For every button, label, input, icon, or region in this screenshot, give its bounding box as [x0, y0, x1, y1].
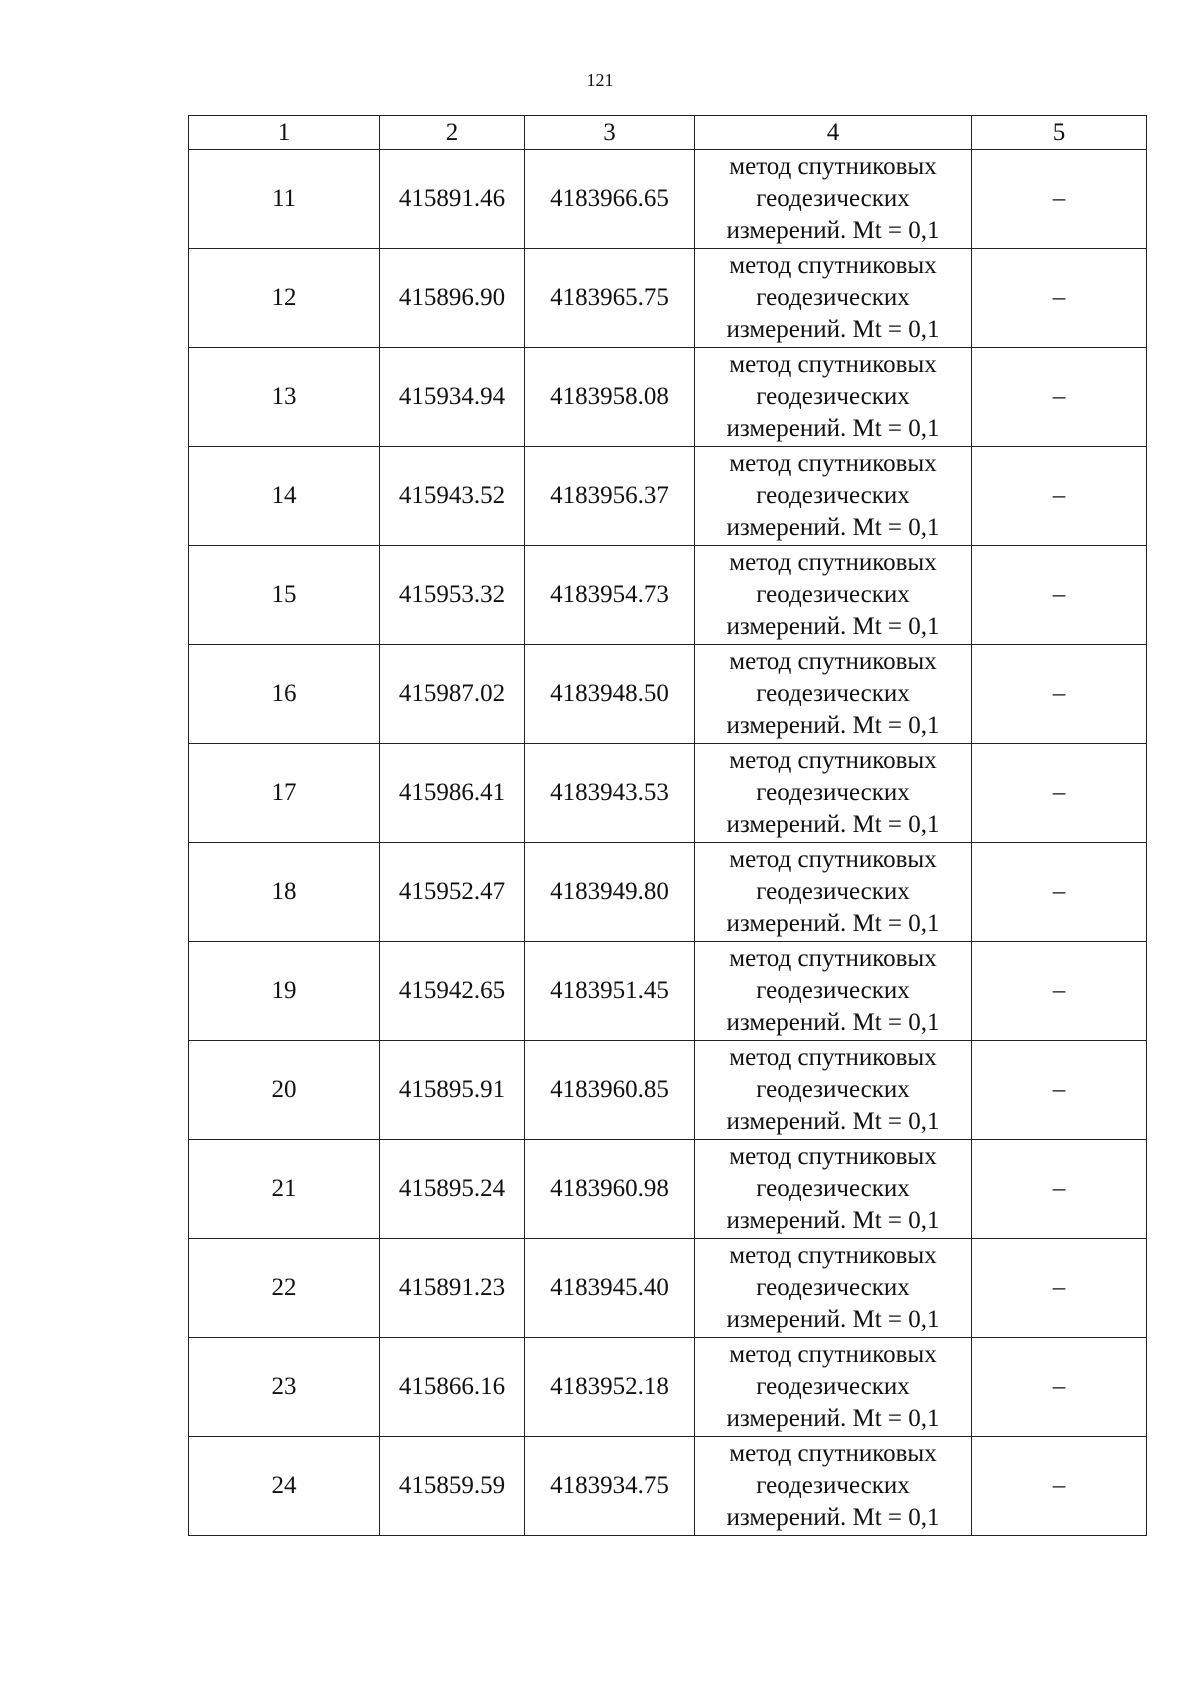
table-row — [189, 744, 1147, 843]
method-line: геодезических — [756, 581, 910, 608]
method-line: геодезических — [756, 1076, 910, 1103]
table-row — [189, 1338, 1147, 1437]
note-cell: – — [972, 744, 1147, 843]
point-number-cell: 24 — [189, 1437, 380, 1536]
method-line: метод спутниковых — [729, 549, 937, 576]
y-coordinate-cell: 4183960.85 — [525, 1041, 695, 1140]
method-line: метод спутниковых — [729, 1242, 937, 1269]
method-line: метод спутниковых — [729, 945, 937, 972]
note-cell: – — [972, 1140, 1147, 1239]
method-line: метод спутниковых — [729, 1440, 937, 1467]
method-line: измерений. Mt = 0,1 — [726, 415, 940, 442]
x-coordinate-cell: 415859.59 — [380, 1437, 525, 1536]
note-cell: – — [972, 150, 1147, 249]
point-number-cell: 11 — [189, 150, 380, 249]
method-line: геодезических — [756, 1472, 910, 1499]
table-row — [189, 150, 1147, 249]
x-coordinate-cell: 415934.94 — [380, 348, 525, 447]
x-coordinate-cell: 415942.65 — [380, 942, 525, 1041]
x-coordinate-cell: 415987.02 — [380, 645, 525, 744]
y-coordinate-cell: 4183958.08 — [525, 348, 695, 447]
method-cell — [695, 1437, 972, 1536]
y-coordinate-cell: 4183943.53 — [525, 744, 695, 843]
header-col-1: 1 — [189, 116, 380, 150]
coordinates-table — [188, 115, 1147, 1536]
y-coordinate-cell: 4183966.65 — [525, 150, 695, 249]
method-cell — [695, 150, 972, 249]
method-line: геодезических — [756, 680, 910, 707]
method-line: измерений. Mt = 0,1 — [726, 316, 940, 343]
header-col-3: 3 — [525, 116, 695, 150]
method-line: метод спутниковых — [729, 1341, 937, 1368]
point-number-cell: 13 — [189, 348, 380, 447]
point-number-cell: 21 — [189, 1140, 380, 1239]
method-line: измерений. Mt = 0,1 — [726, 613, 940, 640]
table-body — [189, 150, 1147, 1536]
method-line: метод спутниковых — [729, 450, 937, 477]
method-cell — [695, 1239, 972, 1338]
method-cell — [695, 249, 972, 348]
method-line: геодезических — [756, 482, 910, 509]
method-line: измерений. Mt = 0,1 — [726, 514, 940, 541]
method-line: измерений. Mt = 0,1 — [726, 1504, 940, 1531]
x-coordinate-cell: 415891.46 — [380, 150, 525, 249]
method-cell — [695, 1338, 972, 1437]
method-line: измерений. Mt = 0,1 — [726, 1306, 940, 1333]
y-coordinate-cell: 4183965.75 — [525, 249, 695, 348]
point-number-cell: 12 — [189, 249, 380, 348]
method-line: метод спутниковых — [729, 1044, 937, 1071]
note-cell: – — [972, 348, 1147, 447]
method-cell — [695, 1041, 972, 1140]
x-coordinate-cell: 415896.90 — [380, 249, 525, 348]
y-coordinate-cell: 4183945.40 — [525, 1239, 695, 1338]
method-cell — [695, 546, 972, 645]
note-cell: – — [972, 1437, 1147, 1536]
y-coordinate-cell: 4183956.37 — [525, 447, 695, 546]
method-cell — [695, 447, 972, 546]
note-cell: – — [972, 843, 1147, 942]
note-cell: – — [972, 645, 1147, 744]
note-cell: – — [972, 249, 1147, 348]
method-cell — [695, 942, 972, 1041]
point-number-cell: 17 — [189, 744, 380, 843]
x-coordinate-cell: 415943.52 — [380, 447, 525, 546]
method-line: метод спутниковых — [729, 153, 937, 180]
method-line: измерений. Mt = 0,1 — [726, 910, 940, 937]
y-coordinate-cell: 4183948.50 — [525, 645, 695, 744]
table-header — [189, 116, 1147, 150]
page-number: 121 — [586, 70, 614, 90]
method-line: метод спутниковых — [729, 1143, 937, 1170]
y-coordinate-cell: 4183960.98 — [525, 1140, 695, 1239]
x-coordinate-cell: 415986.41 — [380, 744, 525, 843]
y-coordinate-cell: 4183949.80 — [525, 843, 695, 942]
method-line: измерений. Mt = 0,1 — [726, 1405, 940, 1432]
x-coordinate-cell: 415895.24 — [380, 1140, 525, 1239]
point-number-cell: 14 — [189, 447, 380, 546]
method-line: измерений. Mt = 0,1 — [726, 1108, 940, 1135]
method-line: метод спутниковых — [729, 252, 937, 279]
x-coordinate-cell: 415891.23 — [380, 1239, 525, 1338]
method-line: измерений. Mt = 0,1 — [726, 811, 940, 838]
table-row — [189, 843, 1147, 942]
table-row — [189, 942, 1147, 1041]
x-coordinate-cell: 415953.32 — [380, 546, 525, 645]
point-number-cell: 22 — [189, 1239, 380, 1338]
header-row — [189, 116, 1147, 150]
table-row — [189, 1041, 1147, 1140]
note-cell: – — [972, 1041, 1147, 1140]
x-coordinate-cell: 415952.47 — [380, 843, 525, 942]
method-line: геодезических — [756, 1274, 910, 1301]
header-col-5: 5 — [972, 116, 1147, 150]
method-line: геодезических — [756, 977, 910, 1004]
point-number-cell: 23 — [189, 1338, 380, 1437]
method-line: геодезических — [756, 1373, 910, 1400]
method-line: геодезических — [756, 779, 910, 806]
y-coordinate-cell: 4183952.18 — [525, 1338, 695, 1437]
table-row — [189, 1239, 1147, 1338]
point-number-cell: 19 — [189, 942, 380, 1041]
method-line: геодезических — [756, 383, 910, 410]
x-coordinate-cell: 415895.91 — [380, 1041, 525, 1140]
note-cell: – — [972, 546, 1147, 645]
method-line: измерений. Mt = 0,1 — [726, 1207, 940, 1234]
method-line: метод спутниковых — [729, 648, 937, 675]
y-coordinate-cell: 4183954.73 — [525, 546, 695, 645]
note-cell: – — [972, 1239, 1147, 1338]
method-line: метод спутниковых — [729, 747, 937, 774]
method-cell — [695, 744, 972, 843]
table-row — [189, 546, 1147, 645]
note-cell: – — [972, 1338, 1147, 1437]
method-cell — [695, 1140, 972, 1239]
method-line: геодезических — [756, 185, 910, 212]
note-cell: – — [972, 447, 1147, 546]
table-row — [189, 1437, 1147, 1536]
method-line: метод спутниковых — [729, 846, 937, 873]
method-line: метод спутниковых — [729, 351, 937, 378]
point-number-cell: 18 — [189, 843, 380, 942]
table-row — [189, 1140, 1147, 1239]
point-number-cell: 15 — [189, 546, 380, 645]
y-coordinate-cell: 4183951.45 — [525, 942, 695, 1041]
method-cell — [695, 645, 972, 744]
point-number-cell: 20 — [189, 1041, 380, 1140]
table-row — [189, 348, 1147, 447]
header-col-4: 4 — [695, 116, 972, 150]
table-row — [189, 249, 1147, 348]
method-line: геодезических — [756, 1175, 910, 1202]
method-line: измерений. Mt = 0,1 — [726, 217, 940, 244]
table-row — [189, 447, 1147, 546]
method-line: измерений. Mt = 0,1 — [726, 1009, 940, 1036]
method-cell — [695, 348, 972, 447]
method-line: измерений. Mt = 0,1 — [726, 712, 940, 739]
method-cell — [695, 843, 972, 942]
point-number-cell: 16 — [189, 645, 380, 744]
y-coordinate-cell: 4183934.75 — [525, 1437, 695, 1536]
method-line: геодезических — [756, 878, 910, 905]
table-row — [189, 645, 1147, 744]
header-col-2: 2 — [380, 116, 525, 150]
note-cell: – — [972, 942, 1147, 1041]
x-coordinate-cell: 415866.16 — [380, 1338, 525, 1437]
method-line: геодезических — [756, 284, 910, 311]
